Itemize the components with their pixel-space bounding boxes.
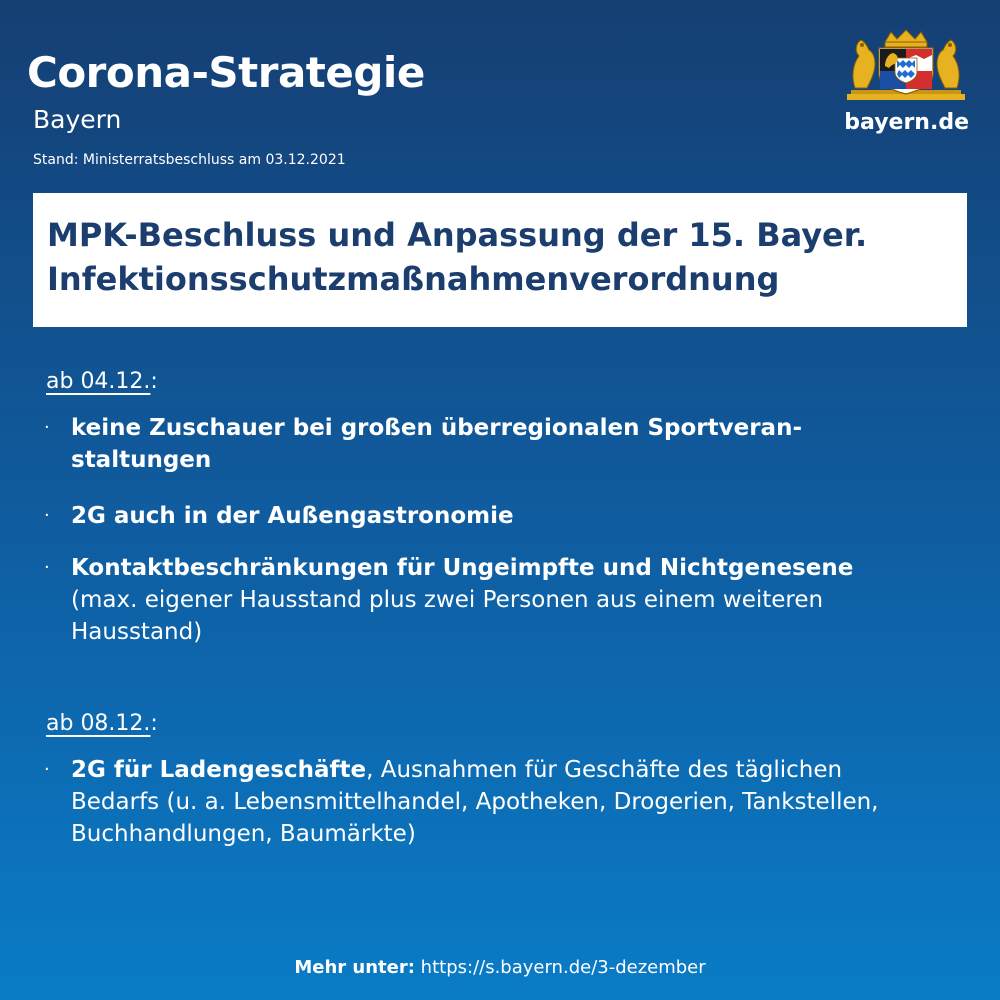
section-colon-2: :: [150, 711, 158, 736]
headline-line-2: Infektionsschutzmaßnahmenverordnung: [47, 260, 780, 298]
item-text: (max. eigener Hausstand plus zwei Personen aus einem weiteren: [71, 587, 824, 613]
headline-box: [33, 193, 967, 327]
item-text: Buchhandlungen, Baumärkte): [71, 821, 416, 847]
list-item: [44, 412, 964, 476]
item-line: [71, 754, 964, 786]
item-bold-text: 2G für Ladengeschäfte: [71, 757, 367, 783]
page-title: Corona-Strategie: [27, 48, 425, 97]
bavarian-coat-of-arms-icon: [845, 28, 967, 102]
item-bold-text: 2G auch in der Außengastronomie: [71, 503, 514, 529]
item-bold-text: Kontaktbeschränkungen für Ungeimpfte und Nichtgenesene: [71, 555, 854, 581]
status-date: Stand: Ministerratsbeschluss am 03.12.2021: [33, 152, 346, 168]
item-text: Bedarfs (u. a. Lebensmittelhandel, Apotheken, Drogerien, Tankstellen,: [71, 789, 879, 815]
section-date-label-2: [46, 710, 158, 738]
page-subtitle: Bayern: [33, 105, 122, 134]
item-text: Hausstand): [71, 619, 203, 645]
bullet-icon: ·: [44, 759, 50, 780]
item-text: , Ausnahmen für Geschäfte des täglichen: [366, 757, 843, 783]
section-date-1: ab 04.12.: [46, 369, 151, 394]
footer: [0, 956, 1000, 980]
headline-line-1: MPK-Beschluss und Anpassung der 15. Bayer.: [47, 216, 868, 254]
list-item: [44, 754, 964, 850]
bullet-icon: ·: [44, 557, 50, 578]
bullet-icon: ·: [44, 417, 50, 438]
list-item: [44, 552, 964, 648]
item-bold-text: staltungen: [71, 447, 212, 473]
brand-link[interactable]: bayern.de: [844, 110, 969, 135]
section-date-label-1: [46, 368, 158, 396]
item-bold-text: keine Zuschauer bei großen überregionalen Sportveran-: [71, 415, 802, 441]
section-colon-1: :: [150, 369, 158, 394]
list-item: [44, 500, 964, 532]
section-date-2: ab 08.12.: [46, 711, 151, 736]
bullet-icon: ·: [44, 505, 50, 526]
footer-prefix: Mehr unter:: [294, 957, 415, 978]
footer-link[interactable]: https://s.bayern.de/3-dezember: [420, 957, 706, 978]
